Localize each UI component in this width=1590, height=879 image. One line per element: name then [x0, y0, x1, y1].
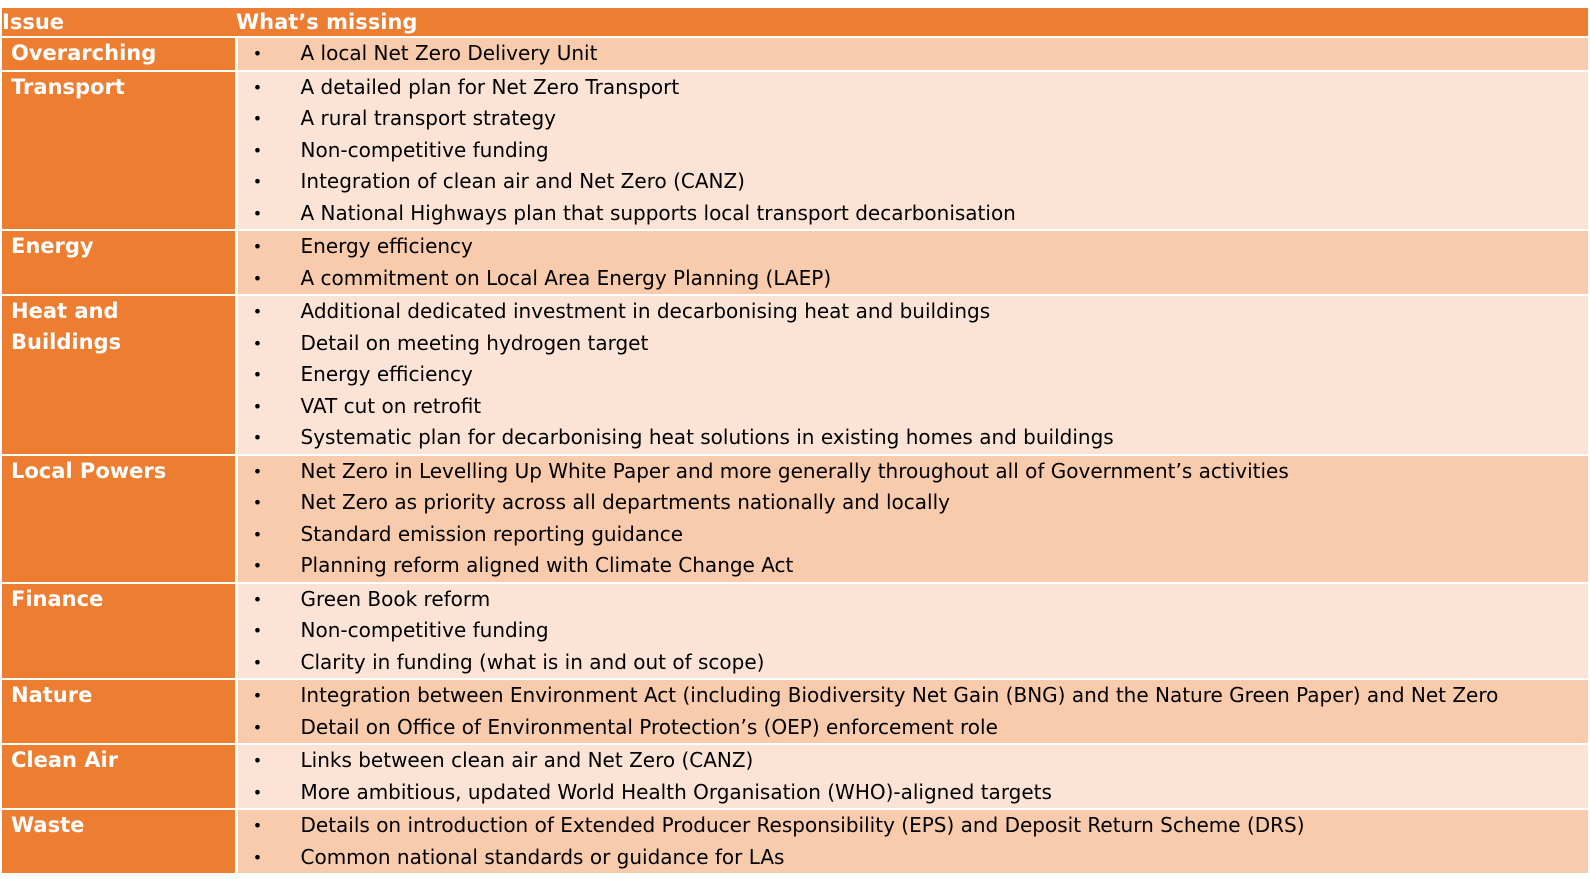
list-item-text: Detail on Office of Environmental Protection’s (OEP) enforcement role [300, 714, 998, 739]
bullet-icon: • [252, 44, 263, 63]
header-issue: Issue [2, 8, 236, 37]
list-item-text: Non-competitive funding [300, 618, 549, 642]
bullet-icon: • [252, 621, 263, 640]
header-whats-missing: What’s missing [236, 8, 1588, 37]
missing-items-cell [236, 809, 1588, 874]
list-item-text: Clarity in funding (what is in and out of scope) [300, 649, 765, 674]
list-item-text: Integration between Environment Act (including Biodiversity Net Gain (BNG) and the Nature Green Paper) and Net Zero [300, 683, 1499, 707]
table-row [2, 455, 1588, 583]
list-item [238, 615, 1589, 647]
bullet-icon: • [252, 172, 263, 191]
list-item [238, 103, 1589, 135]
bullet-icon: • [252, 302, 263, 321]
table-row [2, 71, 1588, 231]
issue-cell: Transport [2, 71, 236, 231]
bullet-icon: • [252, 524, 263, 544]
list-item-text: Links between clean air and Net Zero (CANZ) [300, 748, 754, 772]
list-item [238, 391, 1589, 423]
list-item [238, 296, 1589, 328]
issue-cell: Nature [2, 679, 236, 744]
list-item-text: Integration of clean air and Net Zero (CANZ) [300, 169, 745, 193]
bullet-icon: • [252, 493, 263, 512]
table-row [2, 679, 1588, 744]
issue-cell: Energy [2, 230, 236, 295]
list-item-text: A National Highways plan that supports local transport decarbonisation [300, 200, 1016, 225]
list-item-text: Detail on meeting hydrogen target [300, 330, 649, 355]
list-item [238, 842, 1589, 874]
table-row [2, 295, 1588, 455]
bullet-icon: • [252, 203, 263, 223]
list-item-text: A commitment on Local Area Energy Planning (LAEP) [300, 265, 832, 290]
table-row [2, 809, 1588, 874]
list-item-text: Systematic plan for decarbonising heat solutions in existing homes and buildings [300, 425, 1114, 449]
table-row [2, 37, 1588, 71]
missing-items-cell [236, 295, 1588, 455]
issue-cell: Clean Air [2, 744, 236, 809]
list-item-text: Net Zero as priority across all departments nationally and locally [300, 490, 950, 514]
issue-cell: Finance [2, 583, 236, 680]
table-body [2, 8, 1588, 874]
missing-items-cell [236, 71, 1588, 231]
list-item [238, 72, 1589, 104]
list-item [238, 359, 1589, 391]
bullet-icon: • [252, 686, 263, 705]
bullet-icon: • [252, 717, 263, 737]
list-item [238, 647, 1589, 679]
list-item-text: A local Net Zero Delivery Unit [300, 41, 598, 65]
list-item [238, 519, 1589, 551]
list-item [238, 584, 1589, 616]
bullet-icon: • [252, 751, 263, 770]
bullet-icon: • [252, 816, 263, 835]
list-item-text: Standard emission reporting guidance [300, 521, 684, 546]
list-item-text: Energy efficiency [300, 362, 473, 386]
list-item [238, 487, 1589, 519]
missing-items-cell [236, 230, 1588, 295]
list-item-text: Energy efficiency [300, 234, 473, 258]
bullet-icon: • [252, 77, 263, 97]
list-item [238, 135, 1589, 167]
list-item [238, 328, 1589, 360]
missing-items-cell [236, 679, 1588, 744]
list-item [238, 38, 1589, 70]
bullet-icon: • [252, 652, 263, 672]
list-item [238, 745, 1589, 777]
issue-cell: Waste [2, 809, 236, 874]
table-row [2, 583, 1588, 680]
table-header-row [2, 8, 1588, 37]
missing-items-cell [236, 583, 1588, 680]
table-row [2, 230, 1588, 295]
missing-items-cell [236, 455, 1588, 583]
bullet-icon: • [252, 782, 263, 802]
list-item [238, 550, 1589, 582]
bullet-icon: • [252, 109, 263, 128]
bullet-icon: • [252, 140, 263, 160]
list-item [238, 777, 1589, 809]
bullet-icon: • [252, 237, 263, 256]
list-item [238, 422, 1589, 454]
list-item-text: Net Zero in Levelling Up White Paper and more generally throughout all of Government’s activities [300, 458, 1289, 483]
bullet-icon: • [252, 847, 263, 867]
missing-items-cell [236, 37, 1588, 71]
bullet-icon: • [252, 461, 263, 481]
list-item [238, 680, 1589, 712]
list-item-text: Common national standards or guidance for LAs [300, 844, 785, 869]
missing-items-cell [236, 744, 1588, 809]
issue-cell: Local Powers [2, 455, 236, 583]
bullet-icon: • [252, 428, 263, 447]
table-row [2, 744, 1588, 809]
list-item-text: Details on introduction of Extended Producer Responsibility (EPS) and Deposit Return Scheme (DRS) [300, 813, 1305, 837]
list-item [238, 231, 1589, 263]
issue-cell: Overarching [2, 37, 236, 71]
issue-cell: Heat and Buildings [2, 295, 236, 455]
bullet-icon: • [252, 365, 263, 384]
list-item-text: Green Book reform [300, 586, 491, 611]
bullet-icon: • [252, 396, 263, 416]
list-item-text: Planning reform aligned with Climate Change Act [300, 553, 794, 577]
missing-items-table [2, 8, 1588, 875]
list-item [238, 263, 1589, 295]
list-item-text: Additional dedicated investment in decarbonising heat and buildings [300, 299, 991, 323]
bullet-icon: • [252, 556, 263, 575]
bullet-icon: • [252, 268, 263, 288]
bullet-icon: • [252, 333, 263, 353]
list-item [238, 166, 1589, 198]
list-item-text: A rural transport strategy [300, 106, 557, 130]
bullet-icon: • [252, 589, 263, 609]
list-item [238, 810, 1589, 842]
list-item-text: VAT cut on retrofit [300, 393, 482, 418]
list-item [238, 712, 1589, 744]
list-item [238, 456, 1589, 488]
list-item-text: Non-competitive funding [300, 137, 549, 162]
list-item-text: More ambitious, updated World Health Organisation (WHO)-aligned targets [300, 779, 1052, 804]
list-item [238, 198, 1589, 230]
list-item-text: A detailed plan for Net Zero Transport [300, 74, 680, 99]
